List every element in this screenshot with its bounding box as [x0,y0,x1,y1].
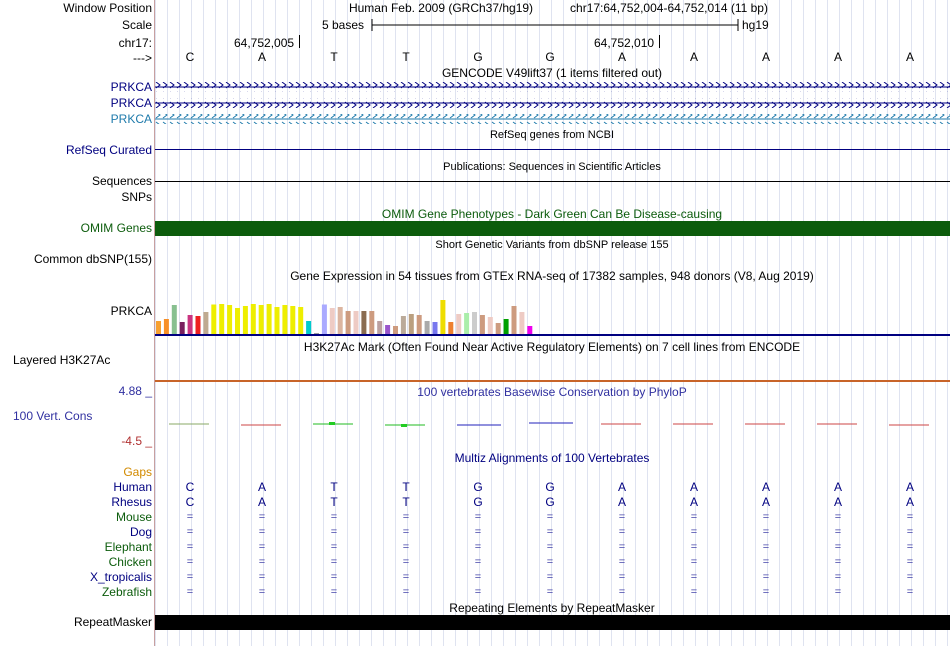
cons-max-label: 4.88 _ [118,384,152,398]
gap-symbol: = [834,556,842,568]
gap-symbol: = [258,556,266,568]
sequence-base: C [185,50,195,64]
species-label-mouse[interactable]: Mouse [115,510,152,524]
scale-label: Scale [121,18,152,32]
gap-symbol: = [258,511,266,523]
gtex-bar[interactable] [235,308,240,334]
gap-symbol: = [906,526,914,538]
sequence-base: A [761,50,771,64]
gtex-bar[interactable] [377,321,382,334]
gap-symbol: = [330,526,338,538]
gtex-bar[interactable] [448,322,453,334]
gap-symbol: = [762,571,770,583]
human-base: G [545,480,555,494]
track-label-omim[interactable]: OMIM Genes [80,221,152,235]
gtex-title: Gene Expression in 54 tissues from GTEx RNA-seq of 17382 samples, 948 donors (V8, Aug 2019) [290,269,814,283]
gap-symbol: = [762,556,770,568]
gtex-bar[interactable] [409,314,414,334]
gtex-bar[interactable] [298,307,303,334]
human-base: A [761,480,771,494]
gap-symbol: = [690,511,698,523]
track-label-refseq[interactable]: RefSeq Curated [65,143,152,157]
human-base: A [833,480,843,494]
gtex-bar[interactable] [203,312,208,334]
rhesus-base: A [833,495,843,509]
gtex-bar[interactable] [188,315,193,334]
sequence-base: A [833,50,843,64]
gap-symbol: = [330,571,338,583]
gap-symbol: = [474,511,482,523]
rhesus-base: A [257,495,267,509]
track-label-gtex-gene[interactable]: PRKCA [110,304,152,318]
gap-symbol: = [906,556,914,568]
sequence-base: A [617,50,627,64]
sequence-base: A [257,50,267,64]
gap-symbol: = [330,511,338,523]
gap-symbol: = [690,571,698,583]
track-label-common-dbsnp[interactable]: Common dbSNP(155) [33,252,152,266]
gtex-bar[interactable] [512,306,517,334]
gap-symbol: = [402,556,410,568]
phylop-signal[interactable] [155,418,950,432]
gtex-bar[interactable] [164,319,169,334]
sequence-base: T [402,50,410,64]
gap-symbol: = [546,511,554,523]
scale-db: hg19 [742,18,769,32]
gap-symbol: = [618,571,626,583]
gap-symbol: = [546,526,554,538]
chrom-label: chr17: [118,36,152,50]
sequence-base: A [905,50,915,64]
track-label-prkca-1[interactable]: PRKCA [110,80,152,94]
gap-symbol: = [402,511,410,523]
gtex-bar[interactable] [488,317,493,334]
gtex-bar[interactable] [425,321,430,334]
assembly-title: Human Feb. 2009 (GRCh37/hg19) [348,1,534,15]
gtex-bar[interactable] [385,325,390,334]
gtex-bar[interactable] [180,322,185,334]
gtex-bar[interactable] [401,316,406,334]
gtex-bar[interactable] [282,305,287,334]
gap-symbol: = [618,511,626,523]
gtex-bar[interactable] [156,321,161,334]
gap-symbol: = [546,541,554,553]
human-base: A [257,480,267,494]
sequence-base: T [330,50,338,64]
coord-tick-2 [659,35,660,48]
rhesus-base: T [330,495,338,509]
gap-symbol: = [834,586,842,598]
sequence-base: A [689,50,699,64]
gtex-bar[interactable] [433,322,438,334]
gap-symbol: = [402,586,410,598]
scale-text: 5 bases [322,18,365,32]
track-label-prkca-2[interactable]: PRKCA [110,96,152,110]
human-base: T [402,480,410,494]
gap-symbol: = [186,586,194,598]
dbsnp-title: Short Genetic Variants from dbSNP release 155 [435,239,669,251]
gtex-bar[interactable] [496,323,501,334]
gap-symbol: = [906,586,914,598]
gtex-bar[interactable] [267,304,272,334]
gap-symbol: = [906,541,914,553]
rhesus-base: G [545,495,555,509]
gtex-bar[interactable] [369,311,374,334]
gtex-bar[interactable] [440,300,445,334]
gap-symbol: = [690,541,698,553]
gap-symbol: = [402,541,410,553]
rhesus-base: G [473,495,483,509]
publications-title: Publications: Sequences in Scientific Articles [443,161,661,173]
gtex-bar[interactable] [219,304,224,334]
gtex-bar[interactable] [211,305,216,335]
gap-symbol: = [546,556,554,568]
rhesus-base: C [185,495,195,509]
phylop-title: 100 vertebrates Basewise Conservation by PhyloP [417,385,687,399]
gap-symbol: = [834,541,842,553]
gtex-gene-line[interactable] [155,334,950,336]
species-label-dog[interactable]: Dog [129,525,152,539]
species-label-zebrafish[interactable]: Zebrafish [101,585,152,599]
gap-symbol: = [906,511,914,523]
sequence-base: G [473,50,483,64]
gap-symbol: = [330,541,338,553]
gap-symbol: = [258,526,266,538]
track-label-cons[interactable]: 100 Vert. Cons [13,409,93,423]
gencode-title: GENCODE V49lift37 (1 items filtered out) [441,66,663,80]
gap-symbol: = [618,556,626,568]
gap-symbol: = [474,571,482,583]
track-label-prkca-3[interactable]: PRKCA [110,112,152,126]
cons-min-label: -4.5 _ [121,434,152,448]
gtex-bar[interactable] [196,316,201,334]
species-label-rhesus[interactable]: Rhesus [111,495,152,509]
refseq-gene-line[interactable] [155,149,950,150]
gtex-bar[interactable] [330,308,335,334]
gtex-bar[interactable] [456,314,461,334]
coord-label-1: 64,752,005 [234,36,295,50]
gtex-bar-chart[interactable] [155,284,555,334]
gtex-bar[interactable] [290,306,295,334]
gap-symbol: = [186,526,194,538]
gap-symbol: = [258,571,266,583]
species-label-chicken[interactable]: Chicken [108,555,152,569]
scale-bar [370,18,740,32]
window-position-value: chr17:64,752,004-64,752,014 (11 bp) [570,1,768,15]
gap-symbol: = [474,526,482,538]
gtex-bar[interactable] [393,326,398,334]
gap-symbol: = [186,511,194,523]
gap-symbol: = [258,541,266,553]
gtex-bar[interactable] [251,304,256,334]
gap-symbol: = [258,586,266,598]
coord-label-2: 64,752,010 [594,36,655,50]
gap-symbol: = [906,571,914,583]
gtex-bar[interactable] [243,306,248,334]
gap-symbol: = [186,541,194,553]
gap-symbol: = [690,586,698,598]
multiz-title: Multiz Alignments of 100 Vertebrates [454,451,650,465]
publications-sequence-line[interactable] [155,181,950,182]
gap-symbol: = [762,586,770,598]
rhesus-base: T [402,495,410,509]
track-label-snps[interactable]: SNPs [121,190,152,204]
gtex-bar[interactable] [322,305,327,335]
gtex-bar[interactable] [227,305,232,334]
human-base: A [689,480,699,494]
gap-symbol: = [834,571,842,583]
gap-symbol: = [330,586,338,598]
strand-label[interactable]: ---> [133,51,152,65]
gap-symbol: = [402,526,410,538]
gap-symbol: = [618,526,626,538]
gap-symbol: = [834,526,842,538]
rhesus-base: A [689,495,699,509]
human-base: G [473,480,483,494]
gtex-bar[interactable] [172,305,177,334]
gap-symbol: = [330,556,338,568]
human-base: A [905,480,915,494]
gtex-bar[interactable] [519,312,524,334]
gtex-bar[interactable] [480,315,485,334]
gencode-transcripts[interactable] [155,80,950,130]
gap-symbol: = [762,511,770,523]
human-base: T [330,480,338,494]
gap-symbol: = [546,586,554,598]
gap-symbol: = [762,526,770,538]
gtex-bar[interactable] [275,307,280,334]
refseq-title: RefSeq genes from NCBI [489,129,615,141]
gtex-bar[interactable] [346,311,351,334]
gap-symbol: = [546,571,554,583]
gtex-bar[interactable] [354,311,359,334]
h3k27ac-title: H3K27Ac Mark (Often Found Near Active Regulatory Elements) on 7 cell lines from ENCODE [303,340,801,354]
gtex-bar[interactable] [527,326,532,334]
human-base: A [617,480,627,494]
gtex-bar[interactable] [338,307,343,334]
gap-symbol: = [618,586,626,598]
sequence-base: G [545,50,555,64]
rhesus-base: A [761,495,771,509]
gap-symbol: = [186,571,194,583]
gtex-bar[interactable] [259,305,264,334]
species-label-elephant[interactable]: Elephant [104,540,152,554]
track-label-sequences[interactable]: Sequences [91,174,152,188]
gtex-bar[interactable] [361,311,366,334]
gap-symbol: = [690,556,698,568]
repeatmasker-bar[interactable] [155,615,950,630]
gap-symbol: = [618,541,626,553]
gap-symbol: = [186,556,194,568]
track-labels-panel [0,0,154,646]
gtex-bar[interactable] [472,312,477,334]
h3k27ac-signal-line[interactable] [155,380,950,382]
omim-gene-bar[interactable] [155,221,950,236]
gtex-bar[interactable] [464,313,469,334]
track-label-repeatmasker[interactable]: RepeatMasker [73,615,152,629]
gtex-bar[interactable] [417,315,422,334]
gap-symbol: = [762,541,770,553]
track-label-h3k27ac[interactable]: Layered H3K27Ac [13,353,111,367]
repeatmasker-title: Repeating Elements by RepeatMasker [449,601,655,615]
omim-title: OMIM Gene Phenotypes - Dark Green Can Be Disease-causing [381,207,723,221]
gtex-bar[interactable] [504,319,509,334]
track-label-gaps[interactable]: Gaps [123,465,152,479]
species-label-xtropicalis[interactable]: X_tropicalis [89,570,152,584]
window-position-label: Window Position [63,1,152,15]
gap-symbol: = [474,586,482,598]
gap-symbol: = [402,571,410,583]
species-label-human[interactable]: Human [113,480,152,494]
rhesus-base: A [617,495,627,509]
gap-symbol: = [474,541,482,553]
track-image-panel[interactable] [155,0,950,646]
human-base: C [185,480,195,494]
gap-symbol: = [690,526,698,538]
gap-symbol: = [834,511,842,523]
coord-tick-1 [299,35,300,48]
rhesus-base: A [905,495,915,509]
gtex-bar[interactable] [306,321,311,334]
gap-symbol: = [474,556,482,568]
